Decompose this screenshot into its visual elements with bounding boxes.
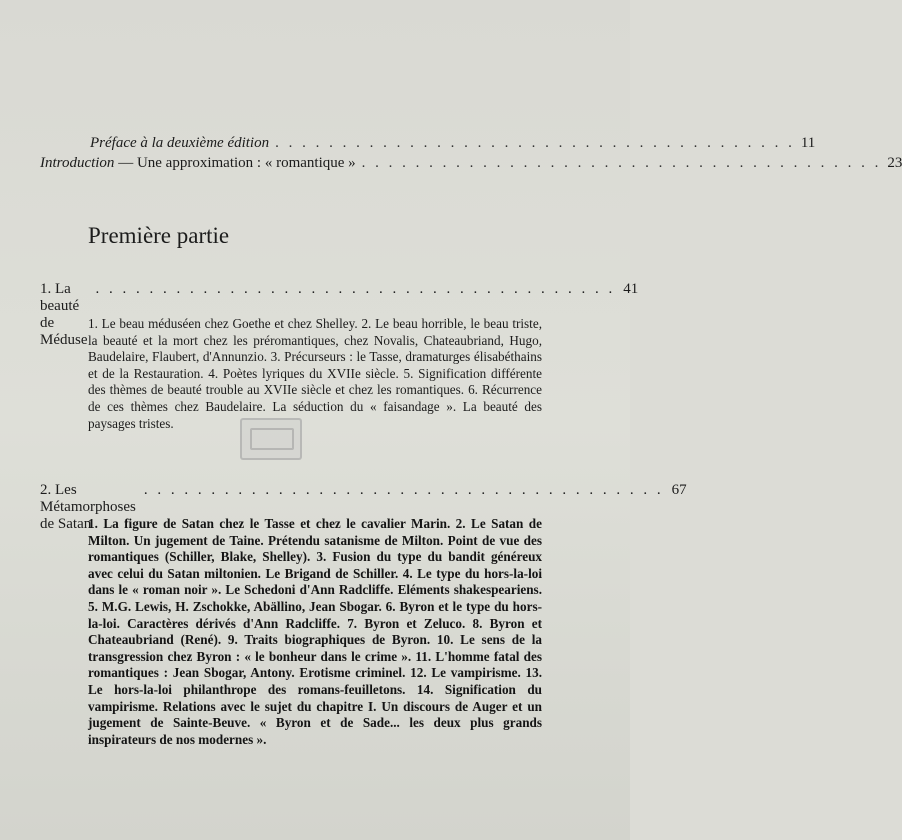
toc-entry-preface [90,135,816,152]
toc-entry-subtitle: — Une approximation : « romantique » [114,155,356,171]
chapter-summary-1: 1. Le beau méduséen chez Goethe et chez Shelley. 2. Le beau horrible, le beau triste, la beauté et la mort chez les préromantiques, chez Novalis, Chateaubriand, Hugo, Baudelaire, Flaubert, d'Annunzio. 3. Précurseurs : le Tasse, dramaturges élisabéthains et de la Restauration. 4. Poètes lyriques du XVIIe siècle. 5. Signification différente des thèmes de beauté trouble au XVIIe siècle et chez les romantiques. 6. Récurrence de ces thèmes chez Baudelaire. La séduction du « faisandage ». La beauté des paysages tristes. [88,316,542,431]
part-heading: Première partie [88,223,230,248]
toc-entry-title: Préface à la deuxième édition [90,135,270,151]
chapter-title: 1. La beauté de Méduse [40,281,88,348]
chapter-page-number: 67 [671,482,687,498]
chapter-page-number: 41 [623,281,639,297]
toc-page-number: 11 [800,135,816,151]
toc-page-number: 23 [887,155,902,171]
leader-dots: . . . . . . . . . . . . . . . . . . . . . . . . . . . . . . . . . . . . . . . [275,135,795,151]
toc-entry-introduction [40,155,902,172]
leader-dots: . . . . . . . . . . . . . . . . . . . . . . . . . . . . . . . . . . . . . . . [361,155,882,171]
leader-dots: . . . . . . . . . . . . . . . . . . . . . . . . . . . . . . . . . . . . . . . [143,482,664,498]
chapter-summary-2: 1. La figure de Satan chez le Tasse et chez le cavalier Marin. 2. Le Satan de Milton. Un jugement de Taine. Prétendu satanisme de Milton. Point de vue des romantiques (Schiller, Blake, Shelley). 3. Fusion du type du bandit généreux avec celui du Satan miltonien. Le Brigand de Schiller. 4. Le type du hors-la-loi dans le « roman noir ». Le Schedoni d'Ann Radcliffe. Eléments shakespeariens. 5. M.G. Lewis, H. Zschokke, Abällino, Jean Sbogar. 6. Byron et le type du hors-la-loi. Caractères dérivés d'Ann Radcliffe. 7. Byron et Zeluco. 8. Byron et Chateaubriand (René). 9. Traits biographiques de Byron. 10. Le sens de la transgression chez Byron : « le bonheur dans le crime ». 11. L'homme fatal des romantiques : Jean Sbogar, Antony. Erotisme criminel. 12. Le vampirisme. 13. Le hors-la-loi philanthrope des romans-feuilletons. 14. Signification du vampirisme. Relations avec le sujet du chapitre I. Un discours de Auger et un jugement de Sainte-Beuve. « Byron et de Sade... les deux plus grands inspirateurs de nos modernes ». [88,516,542,747]
toc-entry-title [40,155,356,172]
toc-entry-label: Introduction [40,155,115,171]
chapter-title: 2. Les Métamorphoses de Satan [40,482,136,532]
watermark-logo [240,418,302,460]
leader-dots: . . . . . . . . . . . . . . . . . . . . . . . . . . . . . . . . . . . . . . . [95,281,616,297]
